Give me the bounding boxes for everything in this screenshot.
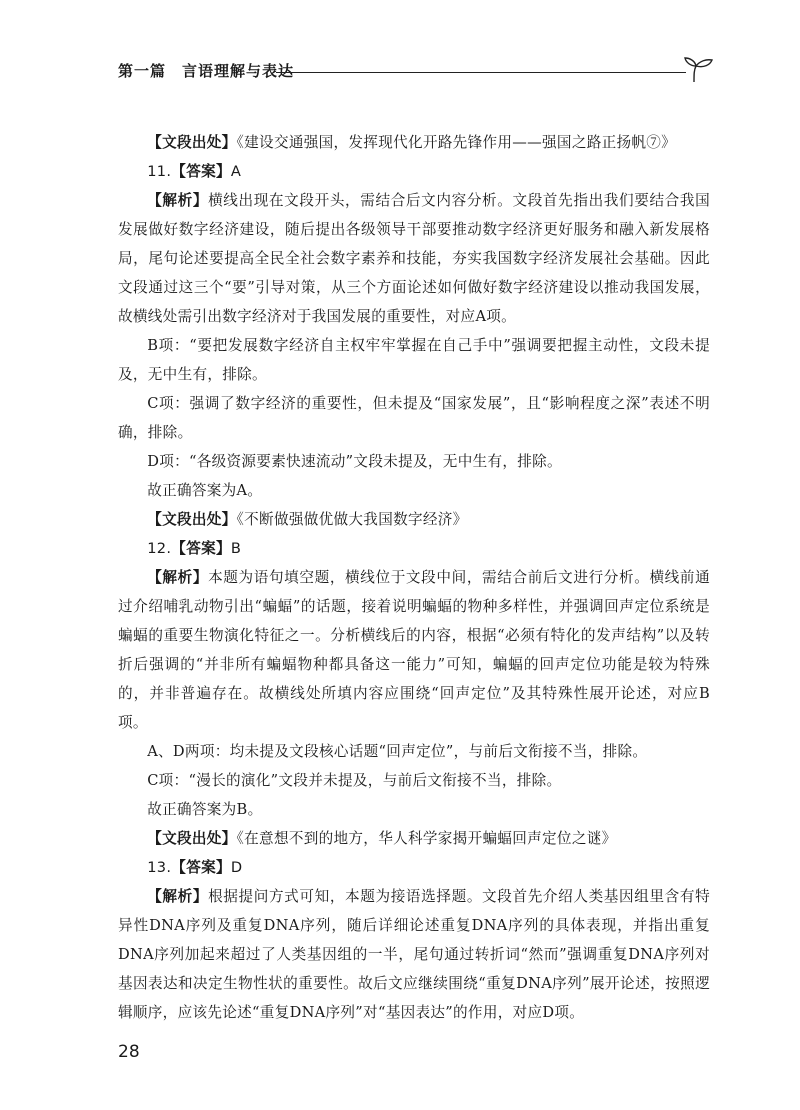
answer-explanations: [118, 128, 710, 1027]
q11-answer: 11.【答案】A: [147, 163, 242, 180]
header-rule: [276, 72, 686, 73]
q11-conclusion: 故正确答案为A。: [147, 482, 263, 499]
q11-option-c: C项：强调了数字经济的重要性，但未提及“国家发展”，且“影响程度之深”表述不明确，排除。: [118, 395, 710, 441]
q12-conclusion: 故正确答案为B。: [147, 801, 263, 818]
q11-analysis: 【解析】横线出现在文段开头，需结合后文内容分析。文段首先指出我们要结合我国发展做好数字经济建设，随后提出各级领导干部要推动数字经济更好服务和融入新发展格局，尾句论述要提高全民全社会数字素养和技能，夯实我国数字经济发展社会基础。因此文段通过这三个“要”引导对策，从三个方面论述如何做好数字经济建设以推动我国发展，故横线处需引出数字经济对于我国发展的重要性，对应A项。: [118, 192, 711, 325]
sprout-icon: [680, 56, 716, 86]
header-title: 第一篇 言语理解与表达: [118, 62, 295, 80]
running-header: [118, 56, 718, 86]
q13-answer: 13.【答案】D: [147, 859, 243, 876]
q13-source: 【文段出处】《在意想不到的地方，华人科学家揭开蝙蝠回声定位之谜》: [147, 830, 617, 847]
q12-answer: 12.【答案】B: [147, 540, 242, 557]
page-number: 28: [118, 1042, 140, 1062]
q12-analysis: 【解析】本题为语句填空题，横线位于文段中间，需结合前后文进行分析。横线前通过介绍哺乳动物引出“蝙蝠”的话题，接着说明蝙蝠的物种多样性，并强调回声定位系统是蝙蝠的重要生物演化特征之一。分析横线后的内容，根据“必须有特化的发声结构”以及转折后强调的“并非所有蝙蝠物种都具备这一能力”可知，蝙蝠的回声定位功能是较为特殊的，并非普遍存在。故横线处所填内容应围绕“回声定位”及其特殊性展开论述，对应B项。: [118, 569, 711, 731]
q12-source: 【文段出处】《不断做强做优做大我国数字经济》: [147, 511, 468, 528]
q11-option-d: D项：“各级资源要素快速流动”文段未提及，无中生有，排除。: [147, 453, 562, 470]
q11-option-b: B项：“要把发展数字经济自主权牢牢掌握在自己手中”强调要把握主动性，文段未提及，无中生有，排除。: [118, 337, 710, 383]
q12-option-c: C项：“漫长的演化”文段并未提及，与前后文衔接不当，排除。: [147, 772, 562, 789]
q12-option-ad: A、D两项：均未提及文段核心话题“回声定位”，与前后文衔接不当，排除。: [147, 743, 648, 760]
q13-analysis: 【解析】根据提问方式可知，本题为接语选择题。文段首先介绍人类基因组里含有特异性DNA序列及重复DNA序列，随后详细论述重复DNA序列的具体表现，并指出重复DNA序列加起来超过了人类基因组的一半，尾句通过转折词“然而”强调重复DNA序列对基因表达和决定生物性状的重要性。故后文应继续围绕“重复DNA序列”展开论述，按照逻辑顺序，应该先论述“重复DNA序列”对“基因表达”的作用，对应D项。: [118, 888, 711, 1021]
q11-source: 【文段出处】《建设交通强国，发挥现代化开路先锋作用——强国之路正扬帆⑦》: [147, 134, 677, 151]
